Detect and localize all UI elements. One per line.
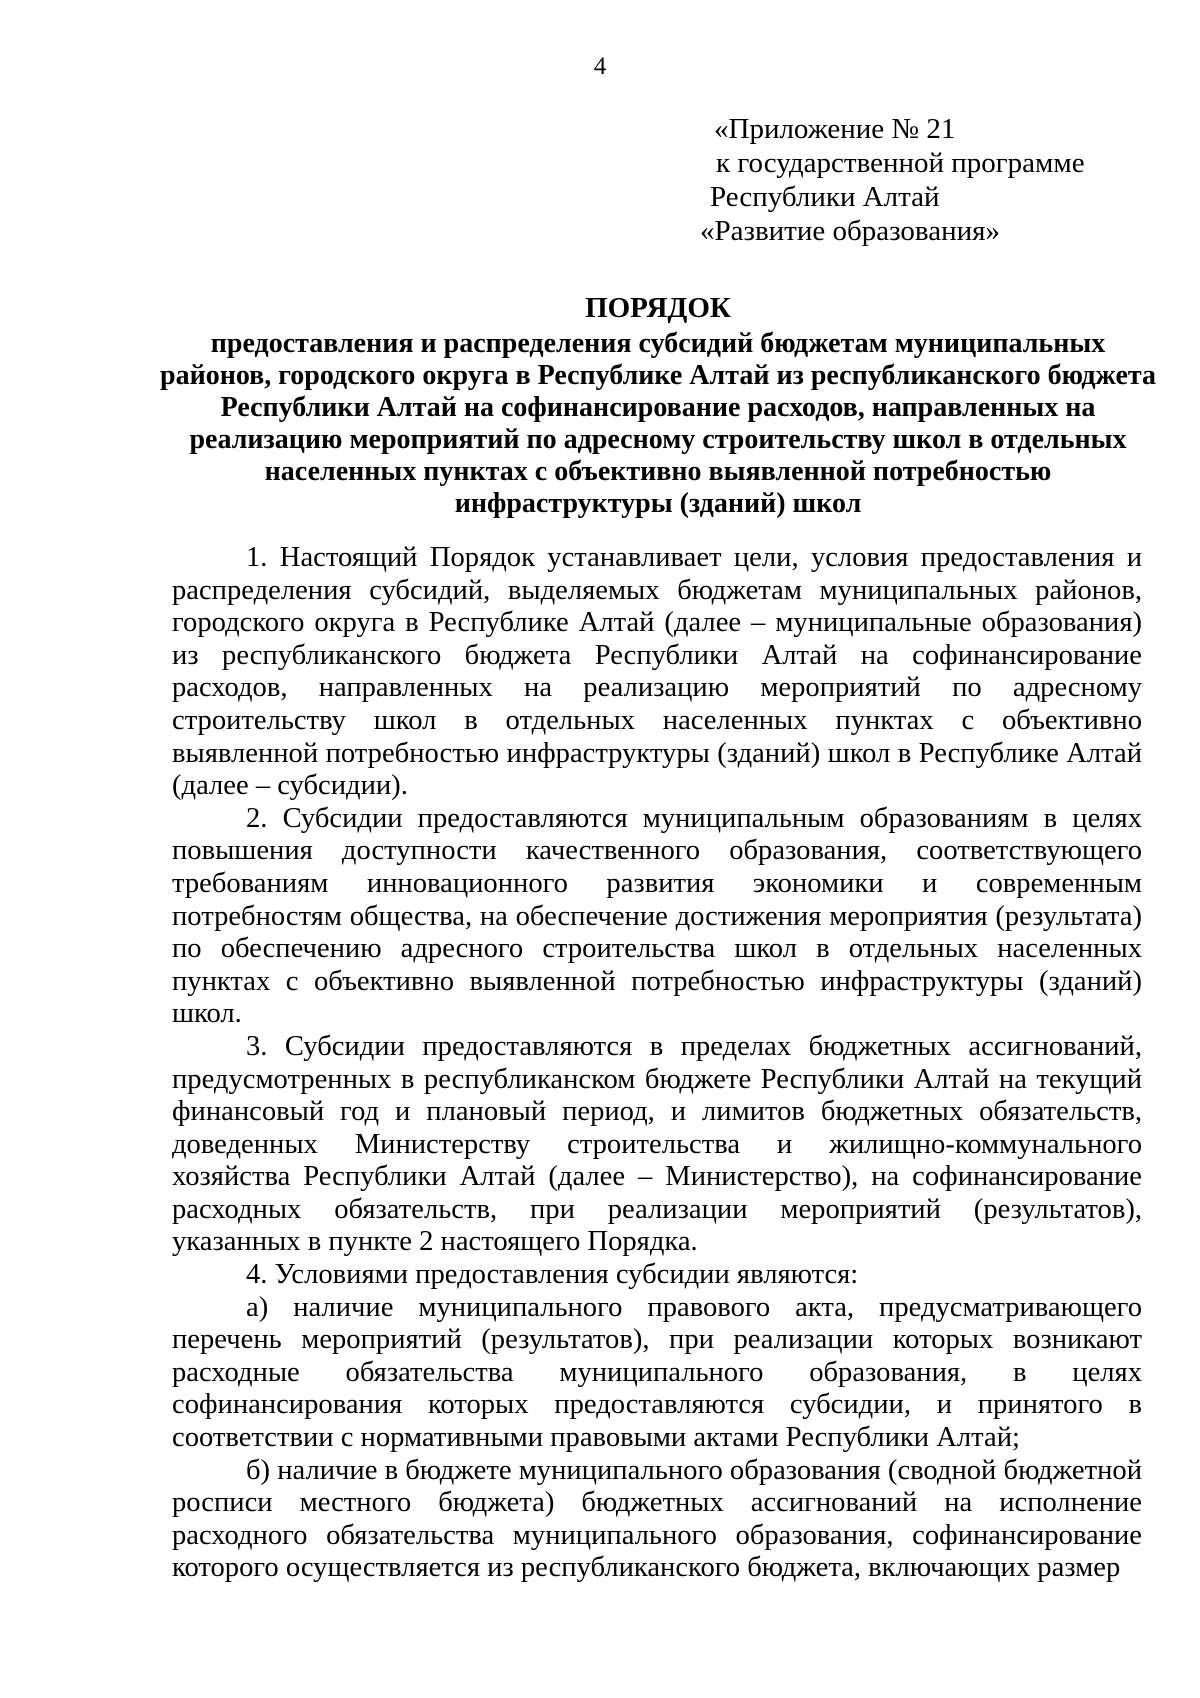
appendix-line-2: к государственной программе (716, 147, 1085, 179)
paragraph-4: 4. Условиями предоставления субсидии являются: (246, 1259, 859, 1291)
document-title: ПОРЯДОК (585, 292, 731, 324)
document-subtitle: предоставления и распределения субсидий бюджетам муниципальных районов, городского округа в Республике Алтай из республиканского бюджета Республики Алтай на софинансирование расходов, направленных на реализацию мероприятий по адресному строительству школ в отдельных населенных пунктах с объективно выявленной потребностью инфраструктуры (зданий) школ (160, 328, 1156, 519)
appendix-line-4: «Развитие образования» (700, 215, 1000, 247)
appendix-line-3: Республики Алтай (710, 181, 940, 213)
paragraph-1: 1. Настоящий Порядок устанавливает цели, условия предоставления и распределения субсидий, выделяемых бюджетам муниципальных районов, городского округа в Республике Алтай (далее – муниципальные образования) из республиканского бюджета Республики Алтай на софинансирование расходов, направленных на реализацию мероприятий по адресному строительству школ в отдельных населенных пунктах с объективно выявленной потребностью инфраструктуры (зданий) школ в Республике Алтай (далее – субсидии). (172, 542, 1142, 802)
appendix-line-1: «Приложение № 21 (714, 113, 956, 145)
paragraph-3: 3. Субсидии предоставляются в пределах бюджетных ассигнований, предусмотренных в республиканском бюджете Республики Алтай на текущий финансовый год и плановый период, и лимитов бюджетных обязательств, доведенных Министерству строительства и жилищно-коммунального хозяйства Республики Алтай (далее – Министерство), на софинансирование расходных обязательств, при реализации мероприятий (результатов), указанных в пункте 2 настоящего Порядка. (172, 1030, 1142, 1258)
document-body (172, 542, 1142, 1585)
paragraph-4b: б) наличие в бюджете муниципального образования (сводной бюджетной росписи местного бюджета) бюджетных ассигнований на исполнение расходного обязательства муниципального образования, софинансирование которого осуществляется из республиканского бюджета, включающих размер (172, 1454, 1142, 1584)
page-number: 4 (593, 53, 607, 80)
document-title-block (160, 292, 1156, 520)
appendix-header (700, 112, 1174, 248)
paragraph-4a: а) наличие муниципального правового акта, предусматривающего перечень мероприятий (результатов), при реализации которых возникают расходные обязательства муниципального образования, в целях софинансирования которых предоставляются субсидии, и принятого в соответствии с нормативными правовыми актами Республики Алтай; (172, 1291, 1142, 1454)
paragraph-2: 2. Субсидии предоставляются муниципальным образованиям в целях повышения доступности качественного образования, соответствующего требованиям инновационного развития экономики и современным потребностям общества, на обеспечение достижения мероприятия (результата) по обеспечению адресного строительства школ в отдельных населенных пунктах с объективно выявленной потребностью инфраструктуры (зданий) школ. (172, 802, 1142, 1030)
